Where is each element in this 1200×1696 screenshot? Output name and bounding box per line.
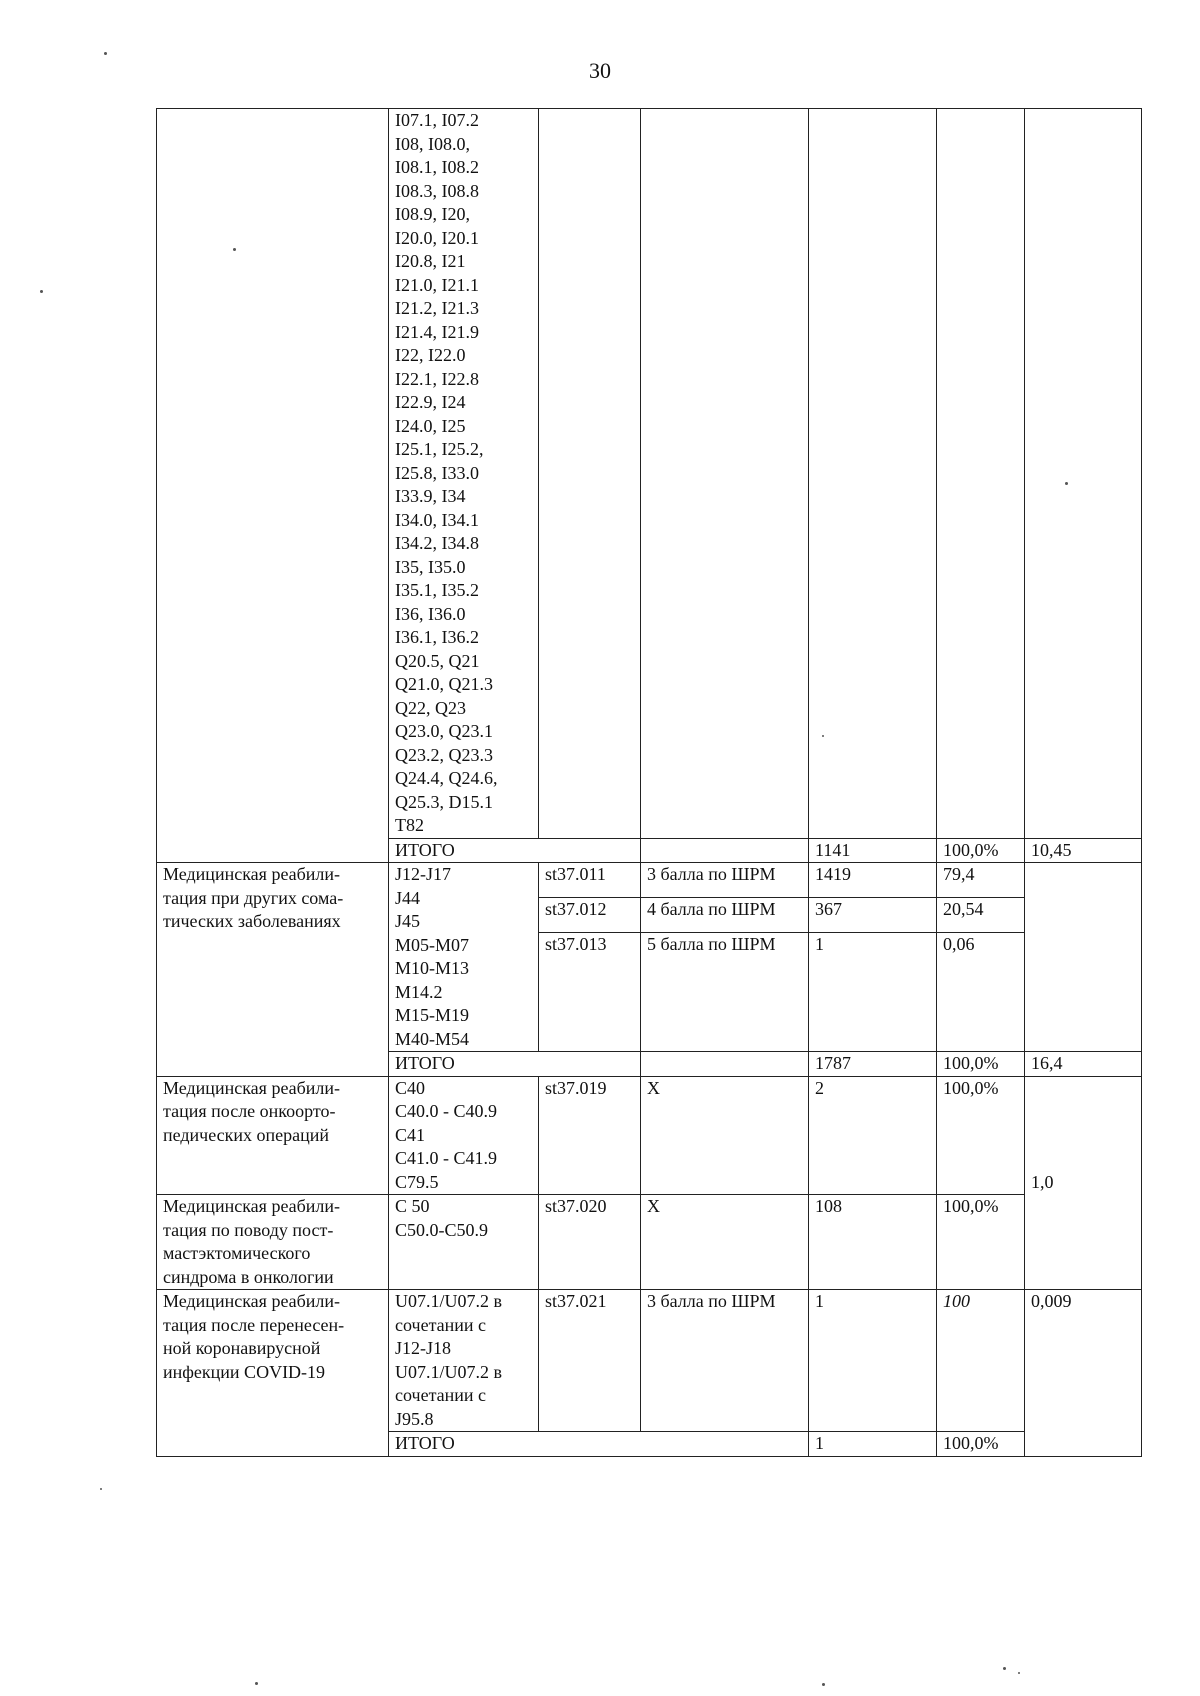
profile-name-line: тация после перенесен- (163, 1314, 345, 1335)
diagnosis-code: J45 (395, 911, 421, 931)
diagnosis-code: C40.0 - C40.9 (395, 1101, 498, 1121)
diagnosis-code: J12-J18 (395, 1338, 452, 1358)
profile-name (157, 863, 389, 1077)
diagnosis-code: I22, I22.0 (395, 345, 466, 365)
profile-name (157, 1290, 389, 1457)
diagnosis-code: I07.1, I07.2 (395, 110, 479, 130)
diagnosis-code: J12-J17 (395, 864, 452, 884)
profile-name (157, 1195, 389, 1290)
profile-name (157, 1076, 389, 1195)
scan-speck (1003, 1667, 1006, 1670)
ksg-code: st37.019 (539, 1076, 641, 1195)
diagnosis-code: C40 (395, 1077, 426, 1098)
diagnosis-code: M40-M54 (395, 1028, 470, 1049)
criterion: 5 балла по ШРМ (641, 933, 809, 1052)
diagnosis-code: M14.2 (395, 981, 443, 1002)
count: 2 (809, 1076, 937, 1195)
percent: 100,0% (937, 1195, 1025, 1290)
profile-name-line: тических заболеваниях (163, 911, 341, 931)
table-row (157, 863, 1142, 898)
ksg-code: st37.011 (539, 863, 641, 898)
diagnosis-code: сочетании с (395, 1385, 487, 1405)
count: 367 (809, 898, 937, 933)
diagnosis-code: I22.9, I24 (395, 392, 466, 412)
table-row (157, 109, 1142, 839)
total-label: ИТОГО (389, 838, 641, 863)
total-count: 1141 (809, 838, 937, 863)
diagnosis-code: I21.2, I21.3 (395, 298, 479, 318)
diagnosis-code: J95.8 (395, 1408, 434, 1429)
ksg-code: st37.012 (539, 898, 641, 933)
profile-name-line: тация по поводу пост- (163, 1219, 334, 1240)
page-number: 30 (589, 58, 611, 83)
ksg-code: st37.021 (539, 1290, 641, 1432)
diagnosis-code: сочетании с (395, 1314, 487, 1335)
diagnosis-code: Q25.3, D15.1 (395, 791, 493, 812)
diagnosis-code: I24.0, I25 (395, 415, 466, 436)
total-percent: 100,0% (937, 1052, 1025, 1077)
diagnosis-code: Q22, Q23 (395, 697, 466, 718)
diagnosis-code: I08.1, I08.2 (395, 157, 479, 177)
table-row (157, 1290, 1142, 1432)
diagnosis-code: U07.1/U07.2 в (395, 1361, 502, 1382)
diagnosis-code: M15-M19 (395, 1005, 470, 1025)
diagnosis-code: I21.4, I21.9 (395, 321, 479, 342)
criterion: X (641, 1195, 809, 1290)
codes-cell (389, 1076, 539, 1195)
profile-name-line: ной коронавирусной (163, 1338, 321, 1358)
diagnosis-code: C41.0 - C41.9 (395, 1148, 498, 1168)
diagnosis-code: M10-M13 (395, 958, 470, 978)
shared-coef: 1,0 (1025, 1076, 1142, 1290)
diagnosis-code: I34.2, I34.8 (395, 533, 479, 553)
diagnosis-code: I08, I08.0, (395, 133, 470, 154)
codes-cell (389, 109, 539, 839)
scan-speck (1018, 1672, 1020, 1674)
count: 1 (809, 1290, 937, 1432)
profile-name-line: Медицинская реабили- (163, 864, 341, 884)
profile-name-line: мастэктомического (163, 1243, 311, 1263)
scan-speck (255, 1682, 258, 1685)
diagnosis-code: I20.0, I20.1 (395, 227, 479, 248)
profile-name-line: синдрома в онкологии (163, 1266, 334, 1287)
codes-cell (389, 1195, 539, 1290)
profile-name-line: тация после онкоорто- (163, 1101, 336, 1121)
diagnosis-code: M05-M07 (395, 934, 470, 955)
diagnosis-code: Q23.2, Q23.3 (395, 744, 493, 765)
scan-speck (233, 248, 236, 251)
profile-name-line: тация при других сома- (163, 887, 344, 908)
diagnosis-code: I08.3, I08.8 (395, 180, 479, 201)
coef: 0,009 (1025, 1290, 1142, 1457)
criterion: 4 балла по ШРМ (641, 898, 809, 933)
percent: 100,0% (937, 1076, 1025, 1195)
scan-speck (822, 1683, 825, 1686)
percent: 0,06 (937, 933, 1025, 1052)
diagnosis-code: I34.0, I34.1 (395, 509, 479, 530)
codes-cell (389, 1290, 539, 1432)
profile-name-line: Медицинская реабили- (163, 1077, 341, 1098)
name-cell-empty (157, 109, 389, 863)
scan-speck (40, 290, 43, 293)
count: 1419 (809, 863, 937, 898)
total-label: ИТОГО (389, 1432, 809, 1457)
total-coef: 10,45 (1025, 838, 1142, 863)
criterion: 3 балла по ШРМ (641, 1290, 809, 1432)
ksg-code: st37.013 (539, 933, 641, 1052)
scan-speck (1065, 482, 1068, 485)
total-label: ИТОГО (389, 1052, 641, 1077)
total-percent: 100,0% (937, 1432, 1025, 1457)
total-percent: 100,0% (937, 838, 1025, 863)
count: 1 (809, 933, 937, 1052)
total-count: 1787 (809, 1052, 937, 1077)
diagnosis-code: Q23.0, Q23.1 (395, 721, 493, 741)
codes-cell (389, 863, 539, 1052)
diagnosis-code: Q20.5, Q21 (395, 650, 480, 671)
diagnosis-code: Q21.0, Q21.3 (395, 674, 493, 694)
table-row (157, 1076, 1142, 1195)
diagnosis-code: I25.1, I25.2, (395, 439, 484, 459)
diagnosis-code: C 50 (395, 1196, 430, 1216)
diagnosis-code: I35.1, I35.2 (395, 580, 479, 600)
total-count: 1 (809, 1432, 937, 1457)
diagnosis-code: C79.5 (395, 1171, 439, 1192)
profile-name-line: инфекции COVID-19 (163, 1361, 326, 1382)
percent: 20,54 (937, 898, 1025, 933)
percent: 79,4 (937, 863, 1025, 898)
scan-speck (104, 52, 107, 55)
diagnosis-code: I21.0, I21.1 (395, 274, 479, 295)
diagnosis-code: T82 (395, 815, 424, 835)
criterion: X (641, 1076, 809, 1195)
diagnosis-code: U07.1/U07.2 в (395, 1291, 502, 1311)
diagnosis-code: C50.0-C50.9 (395, 1219, 489, 1240)
count: 108 (809, 1195, 937, 1290)
percent: 100 (937, 1290, 1025, 1432)
diagnosis-code: I33.9, I34 (395, 486, 466, 506)
scan-speck (100, 1488, 102, 1490)
table-row (157, 1195, 1142, 1290)
total-coef: 16,4 (1025, 1052, 1142, 1077)
diagnosis-code: C41 (395, 1124, 426, 1145)
profile-name-line: педических операций (163, 1124, 330, 1145)
diagnosis-code: Q24.4, Q24.6, (395, 768, 498, 788)
diagnosis-code: I36.1, I36.2 (395, 627, 479, 647)
diagnosis-code: I22.1, I22.8 (395, 368, 479, 389)
diagnosis-code: I08.9, I20, (395, 204, 470, 224)
rehabilitation-table (156, 108, 1142, 1457)
profile-name-line: Медицинская реабили- (163, 1291, 341, 1311)
diagnosis-code: J44 (395, 887, 421, 908)
criterion: 3 балла по ШРМ (641, 863, 809, 898)
diagnosis-code: I25.8, I33.0 (395, 462, 479, 483)
diagnosis-code: I20.8, I21 (395, 251, 466, 271)
ksg-code: st37.020 (539, 1195, 641, 1290)
profile-name-line: Медицинская реабили- (163, 1196, 341, 1216)
diagnosis-code: I36, I36.0 (395, 603, 466, 624)
diagnosis-code: I35, I35.0 (395, 556, 466, 577)
scan-speck (822, 735, 824, 737)
